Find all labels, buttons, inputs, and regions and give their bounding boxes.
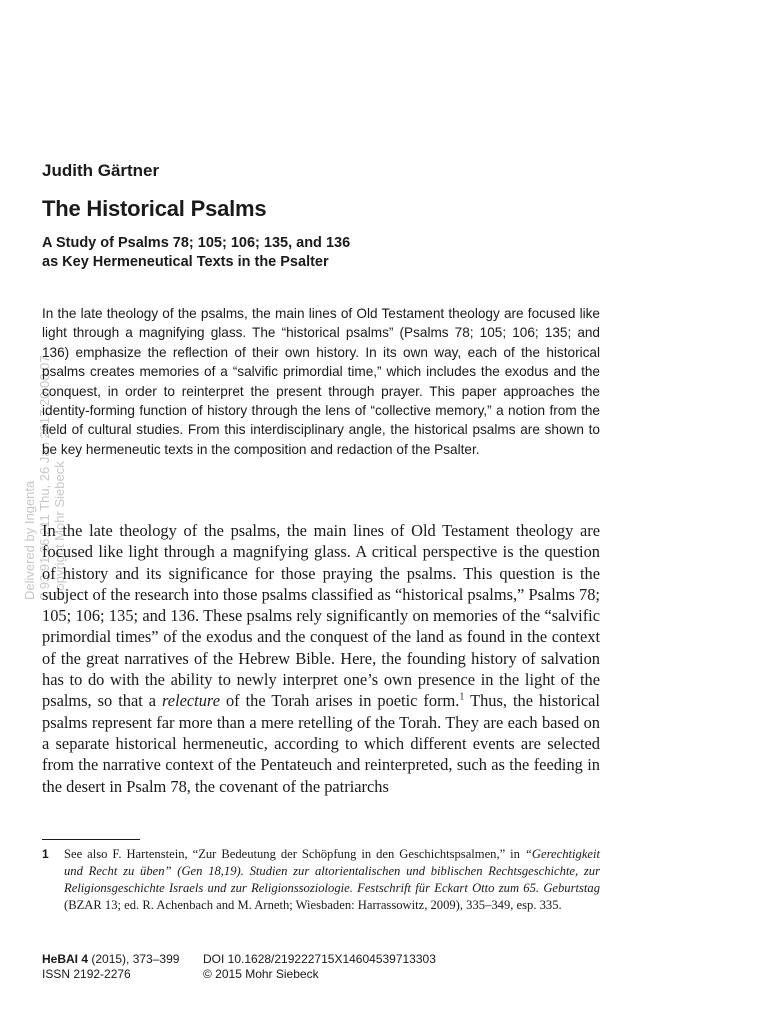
- body-paragraph: [42, 520, 600, 797]
- footnote-divider: [42, 839, 140, 840]
- footer-publisher: [203, 952, 436, 982]
- footnote-number: 1: [42, 847, 49, 861]
- watermark-line-3: Copyright Mohr Siebeck: [52, 461, 67, 600]
- body-text-part-1: In the late theology of the psalms, the main lines of Old Testament theology are focused like light through a magnifying glass. A critical perspective is the question of history and its significance for those praying the psalms. This question is the subject of the research into those psalms classified as “historical psalms,” Psalms 78; 105; 106; 135; and 136. These psalms rely significantly on memories of the “salvific primordial times” of the exodus and the conquest of the land as found in the context of the great narratives of the Hebrew Bible. Here, the founding history of salvation has to do with the ability to newly interpret one’s own presence in the light of the psalms, so that a: [42, 521, 600, 711]
- article-title: The Historical Psalms: [42, 196, 267, 221]
- footnote-text-part-2: (BZAR 13; ed. R. Achenbach and M. Arneth; Wiesbaden: Harrassowitz, 2009), 335–349, esp. 335.: [64, 898, 562, 912]
- footnote-reference[interactable]: 1: [459, 691, 465, 703]
- watermark-line-1: Delivered by Ingenta: [22, 480, 37, 600]
- copyright: © 2015 Mohr Siebeck: [203, 967, 319, 981]
- journal-pages: (2015), 373–399: [88, 952, 180, 966]
- footer-citation: [42, 952, 179, 982]
- issn: ISSN 2192-2276: [42, 967, 131, 981]
- journal-name: HeBAI 4: [42, 952, 89, 966]
- subtitle-line-1: A Study of Psalms 78; 105; 106; 135, and 136: [42, 235, 351, 251]
- footnote: [42, 846, 600, 914]
- doi[interactable]: DOI 10.1628/219222715X14604539713303: [203, 952, 436, 966]
- footnote-italic-title: “Gerechtigkeit und Recht zu üben” (Gen 18,19). Studien zur altorientalischen und biblischen Rechtsgeschichte, zur Religionsgeschichte Israels und zur Religionssoziologie. Festschrift für Eckart Otto zum 65. Geburtstag: [64, 847, 600, 895]
- footnote-text: [64, 846, 600, 914]
- watermark-line-2: ? 93.91.26.211 Thu, 26 Jan 2017 20:00:07: [37, 355, 52, 600]
- body-text-part-3: Thus, the historical psalms represent far more than a mere retelling of the Torah. They are each based on a separate historical hermeneutic, according to which different events are selected from the narrative context of the Pentateuch and reinterpreted, such as the feeding in the desert in Psalm 78, the covenant of the patriarchs: [42, 691, 600, 796]
- body-text-part-2: of the Torah arises in poetic form.: [219, 691, 460, 711]
- abstract: In the late theology of the psalms, the main lines of Old Testament theology are focused like light through a magnifying glass. The “historical psalms” (Psalms 78; 105; 106; 135; and 136) emphasize the reflection of their own history. In its own way, each of the historical psalms creates memories of a “salvific primordial time,” which includes the exodus and the conquest, in order to reinterpret the present through prayer. This paper approaches the identity-forming function of history through the lens of “collective memory,” a notion from the field of cultural studies. From this interdisciplinary angle, the historical psalms are shown to be key hermeneutic texts in the composition and redaction of the Psalter.: [42, 306, 600, 457]
- subtitle-line-2: as Key Hermeneutical Texts in the Psalter: [42, 254, 329, 270]
- article-subtitle: [42, 234, 602, 272]
- body-italic-term: relecture: [162, 691, 220, 711]
- author-name: Judith Gärtner: [42, 161, 160, 180]
- footnote-text-part-1: See also F. Hartenstein, “Zur Bedeutung der Schöpfung in den Geschichtspsalmen,” in: [64, 847, 525, 861]
